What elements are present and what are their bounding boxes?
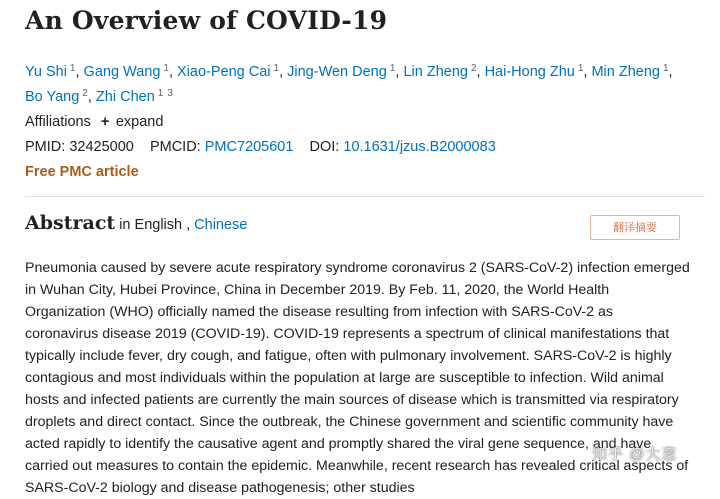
author-link[interactable]: [25, 64, 75, 80]
author-separator: ,: [395, 64, 400, 80]
author-link[interactable]: [591, 64, 668, 80]
author-name: Gang Wang: [83, 64, 161, 80]
author-separator: ,: [75, 64, 80, 80]
plus-icon: +: [100, 114, 110, 130]
language-label: in English ,: [119, 217, 191, 233]
affiliation-number[interactable]: 1: [69, 63, 76, 74]
watermark: 知乎 @大葱: [592, 446, 678, 463]
chinese-language-link[interactable]: Chinese: [194, 217, 248, 233]
author-name: Min Zheng: [591, 64, 660, 80]
pmid-label: PMID:: [25, 139, 66, 155]
author-link[interactable]: [287, 64, 395, 80]
affiliations-label: Affiliations: [25, 114, 91, 130]
affiliation-number[interactable]: 1: [389, 63, 396, 74]
author-name: Xiao-Peng Cai: [177, 64, 271, 80]
author-link[interactable]: [84, 64, 169, 80]
affiliation-number[interactable]: 1: [662, 63, 669, 74]
expand-label: expand: [115, 114, 164, 130]
pmcid-label: PMCID:: [149, 139, 201, 155]
affiliation-number[interactable]: 1: [157, 88, 164, 99]
affiliation-number[interactable]: 1: [273, 63, 280, 74]
article-title: An Overview of COVID-19: [25, 6, 388, 35]
expand-toggle[interactable]: [95, 114, 164, 130]
section-divider: [25, 196, 705, 197]
translate-abstract-button[interactable]: 翻译摘要: [590, 215, 680, 240]
author-separator: ,: [87, 89, 92, 105]
affiliation-number[interactable]: 1: [163, 63, 169, 74]
author-link[interactable]: [485, 64, 584, 80]
free-pmc-article-link[interactable]: Free PMC article: [25, 164, 139, 180]
author-separator: ,: [583, 64, 588, 80]
affiliation-number[interactable]: 3: [167, 88, 173, 99]
doi-label: DOI:: [309, 139, 340, 155]
abstract-heading-row: [25, 212, 247, 234]
identifiers-row: [25, 139, 496, 155]
author-name: Lin Zheng: [403, 64, 468, 80]
affiliation-number[interactable]: 2: [470, 63, 477, 74]
author-name: Bo Yang: [25, 89, 80, 105]
author-link[interactable]: [177, 64, 279, 80]
author-name: Zhi Chen: [95, 89, 155, 105]
author-separator: ,: [476, 64, 481, 80]
doi-link[interactable]: 10.1631/jzus.B2000083: [343, 139, 496, 155]
abstract-text: Pneumonia caused by severe acute respiratory syndrome coronavirus 2 (SARS-CoV-2) infection emerged in Wuhan City, Hubei Province, China in December 2019. By Feb. 11, 2020, the World Health Organization (WHO) officially named the disease resulting from infection with SARS-CoV-2 as coronavirus disease 2019 (COVID-19). COVID-19 represents a spectrum of clinical manifestations that typically include fever, dry cough, and fatigue, often with pulmonary involvement. SARS-CoV-2 is highly contagious and most individuals within the population at large are susceptible to infection. Wild animal hosts and infected patients are currently the main sources of disease which is transmitted via respiratory droplets and direct contact. Since the outbreak, the Chinese government and scientific community have acted rapidly to identify the causative agent and promptly shared the viral gene sequence, and have carried out measures to contain the epidemic. Meanwhile, recent research has revealed critical aspects of SARS-CoV-2 biology and disease pathogenesis; other studies: [25, 260, 690, 496]
author-separator: ,: [279, 64, 284, 80]
author-name: Jing-Wen Deng: [287, 64, 387, 80]
author-link[interactable]: [96, 89, 173, 105]
pmcid-link[interactable]: PMC7205601: [204, 139, 294, 155]
author-name: Yu Shi: [25, 64, 67, 80]
author-link[interactable]: [403, 64, 476, 80]
affiliations-row: [25, 114, 163, 130]
author-link[interactable]: [25, 89, 88, 105]
author-separator: ,: [168, 64, 173, 80]
author-name: Hai-Hong Zhu: [484, 64, 575, 80]
author-separator: ,: [668, 64, 673, 80]
pmid-value: 32425000: [69, 139, 134, 155]
affiliation-number[interactable]: 2: [82, 88, 88, 99]
affiliation-number[interactable]: 1: [577, 63, 584, 74]
author-list: [25, 58, 685, 108]
abstract-heading: Abstract: [25, 212, 116, 234]
